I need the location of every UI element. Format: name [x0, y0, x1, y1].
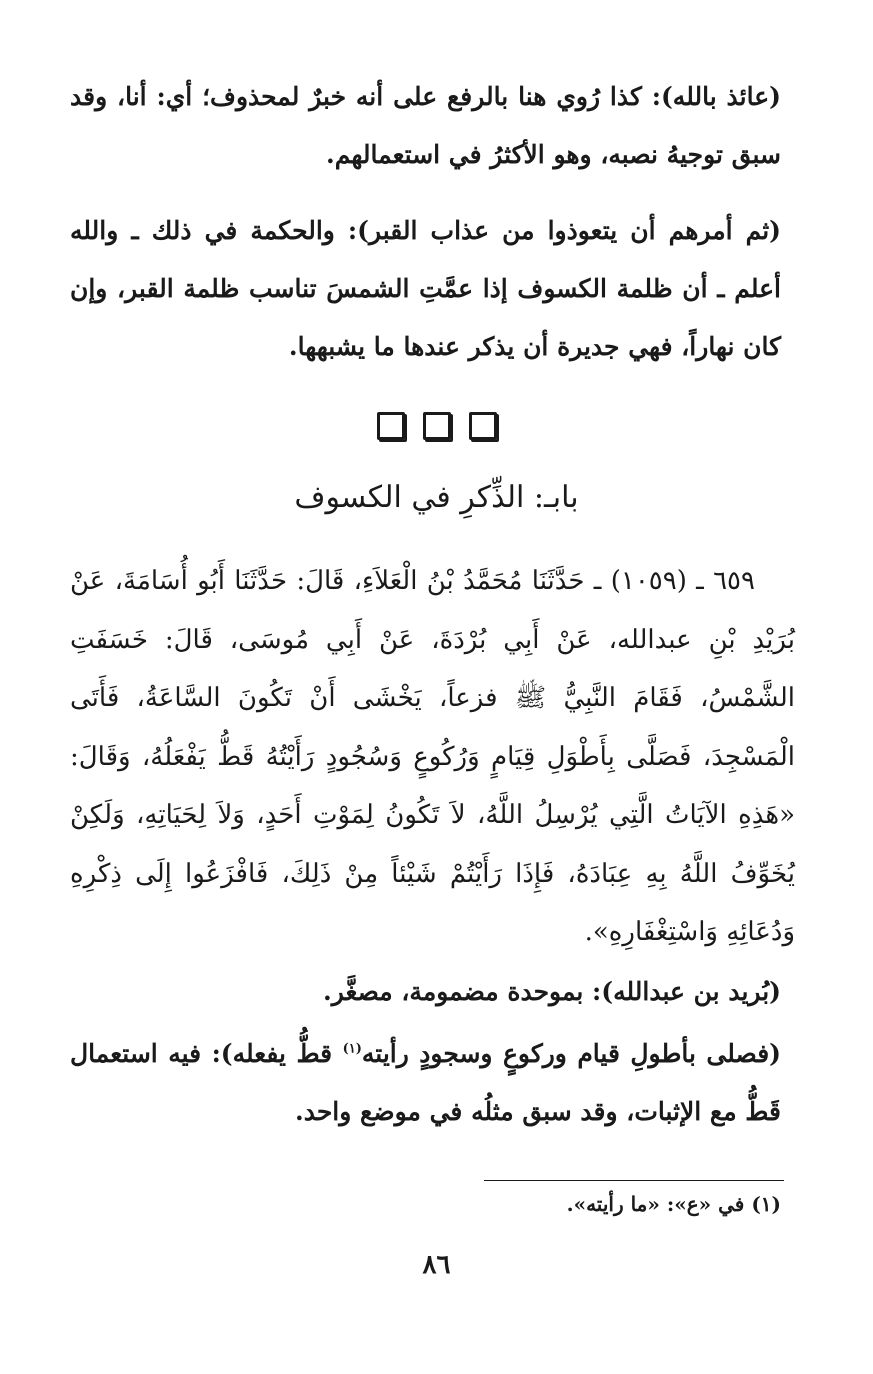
commentary-paragraph-2: (ثم أمرهم أن يتعوذوا من عذاب القبر): والحكمة في ذلك ـ والله أعلم ـ أن ظلمة الكسوف إذا عمَّتِ الشمسَ تناسب ظلمة القبر، وإن كان نهاراً، فهي جديرة أن يذكر عندها ما يشبهها. — [70, 216, 782, 361]
hadith-text — [70, 552, 795, 962]
footnote-divider — [484, 1180, 784, 1181]
commentary-paragraph-4 — [70, 1025, 781, 1141]
separator-square-icon — [469, 412, 497, 440]
footnote-marker: (١) — [342, 1041, 362, 1057]
separator-square-icon — [423, 412, 451, 440]
commentary-paragraph-4-end: قطُّ يفعله): فيه استعمال قَطُّ مع الإثبات، وقد سبق مثلُه في موضع واحد. — [70, 1039, 781, 1126]
commentary-paragraph-3: (بُريد بن عبدالله): بموحدة مضمومة، مصغَّر. — [323, 977, 781, 1006]
commentary-paragraph-4-start: (فصلى بأطولِ قيام وركوعٍ وسجودٍ رأيته — [361, 1039, 781, 1068]
commentary-paragraph-1: (عائذ بالله): كذا رُوي هنا بالرفع على أنه خبرٌ لمحذوف؛ أي: أنا، وقد سبق توجيهُ نصبه، وهو الأكثرُ في استعمالهم. — [70, 82, 781, 169]
separator-square-icon — [377, 412, 405, 440]
page-number: ٨٦ — [422, 1250, 451, 1280]
section-separator — [0, 412, 873, 440]
hadith-body: ٦٥٩ ـ (١٠٥٩) ـ حَدَّثَنَا مُحَمَّدُ بْنُ الْعَلاَءِ، قَالَ: حَدَّثَنَا أَبُو أُسَامَةَ، عَنْ بُرَيْدِ بْنِ عبدالله، عَنْ أَبِي بُرْدَةَ، عَنْ أَبِي مُوسَى، قَالَ: خَسَفَتِ الشَّمْسُ، فَقَامَ النَّبِيُّ ﷺ فزعاً، يَخْشَى أَنْ تَكُونَ السَّاعَةُ، فَأَتَى الْمَسْجِدَ، فَصَلَّى بِأَطْوَلِ قِيَامٍ وَرُكُوعٍ وَسُجُودٍ رَأَيْتُهُ قَطُّ يَفْعَلُهُ، وَقَالَ: «هَذِهِ الآيَاتُ الَّتِي يُرْسِلُ اللَّهُ، لاَ تَكُونُ لِمَوْتِ أَحَدٍ، وَلاَ لِحَيَاتِهِ، وَلَكِنْ يُخَوِّفُ اللَّهُ بِهِ عِبَادَهُ، فَإِذَا رَأَيْتُمْ شَيْئاً مِنْ ذَلِكَ، فَافْزَعُوا إِلَى ذِكْرِهِ وَدُعَائِهِ وَاسْتِغْفَارِهِ». — [70, 566, 796, 947]
chapter-title: بابـ: الذِّكرِ في الكسوف — [294, 480, 579, 515]
footnote: (١) في «ع»: «ما رأيته». — [566, 1192, 781, 1216]
